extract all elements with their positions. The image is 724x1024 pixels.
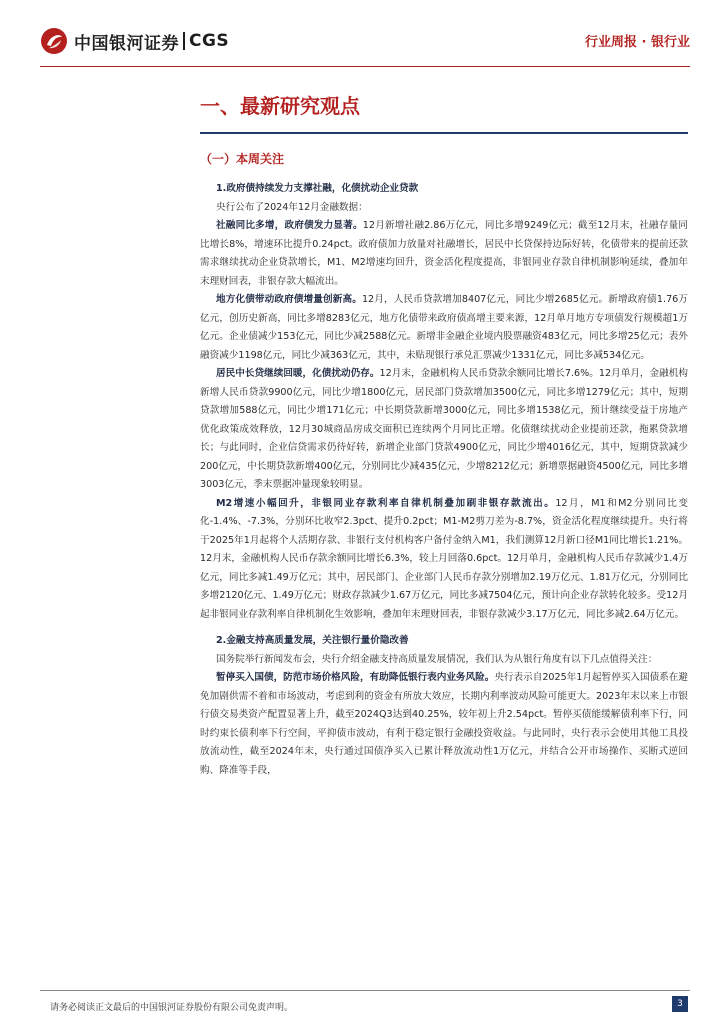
paragraph-text: 央行表示自2025年1月起暂停买入国债系在避免加剧供需不着和市场波动，考虑到利的资金有所放大效应，长期内利率波动风险可能更大。2023年末以来上市银行债交易类资产配置显著上升，截至2024Q3达到40.25%，较年初上升2.54pct。暂停买债能缓解债利率下行，同时约束长债利率下行空间，平抑债市波动，有利于稳定银行金融投资收益。与此同时，央行表示会使用其他工具投放流动性，截至2024年末，央行通过国债净买入已累计释放流动性1万亿元，并结合公开市场操作、买断式逆回购、降准等手段，	[200, 672, 689, 776]
topic2-intro: 国务院举行新闻发布会，央行介绍金融支持高质量发展情况，我们认为从银行角度有以下几点值得关注：	[216, 653, 658, 665]
section-title: 一、最新研究观点	[200, 94, 360, 118]
topic1-paragraph-2	[200, 291, 688, 365]
report-body	[200, 180, 688, 780]
paragraph-lead: M2增速小幅回升，非银同业存款利率自律机制叠加刷非银存款流出。	[216, 497, 556, 509]
logo-english-name: CGS	[189, 31, 230, 51]
paragraph-text: 12月末，金融机构人民币贷款余额同比增长7.6%。12月单月，金融机构新增人民币贷款9900亿元，同比少增1800亿元，居民部门贷款增加3500亿元，同比多增1279亿元；其中，短期贷款增加588亿元，同比少增171亿元；中长期贷款新增3000亿元，同比多增1538亿元，预计继续受益于房地产优化政策成效释放，12月30城商品房成交面积已连续两个月同比正增。化债继续扰动企业提前还款，拖累贷款增长；与此同时，企业信贷需求仍待好转，新增企业部门贷款4900亿元，同比少增4016亿元，其中，短期贷款减少200亿元，中长期贷款新增400亿元，分别同比少减435亿元，少增8212亿元；新增票据融资4500亿元，同比多增3003亿元，季末票据冲量现象较明显。	[200, 368, 688, 490]
paragraph-text: 12月新增社融2.86万亿元，同比多增9249亿元；截至12月末，社融存量同比增长8%，增速环比提升0.24pct。政府债加力放量对社融增长，居民中长贷保持边际好转，化债带来的提前还款需求继续扰动企业贷款增长，M1、M2增速均回升，资金活化程度提高，非银同业存款自律机制影响延续，叠加年末理财回表，非银存款大幅流出。	[200, 220, 688, 287]
page-number: 3	[672, 996, 688, 1012]
paragraph-text: 12月，人民币贷款增加8407亿元，同比少增2685亿元。新增政府债1.76万亿元，创历史新高，同比多增8283亿元，地方化债带来政府债高增主要来源，12月单月地方专项债发行规模超1万亿元。企业债减少153亿元，同比少减2588亿元。新增非金融企业境内股票融资483亿元，同比多增25亿元；表外融资减少1198亿元，同比少减363亿元，其中，未贴现银行承兑汇票减少1331亿元，同比多减534亿元。	[200, 294, 689, 361]
topic1-intro: 央行公布了2024年12月金融数据：	[216, 201, 368, 213]
paragraph-lead: 社融同比多增，政府债发力显著。	[216, 220, 363, 231]
section-subtitle: （一）本周关注	[200, 152, 285, 166]
paragraph-gap	[200, 624, 688, 632]
topic2-paragraph-1	[200, 669, 688, 780]
footer-divider	[40, 990, 690, 991]
paragraph-lead: 暂停买入国债，防范市场价格风险，有助降低银行表内业务风险。	[216, 672, 495, 683]
topic1-paragraph-3	[200, 365, 688, 495]
logo-separator	[183, 32, 185, 50]
brand-logo	[40, 26, 229, 56]
paragraph-lead: 居民中长贷继续回暖，化债扰动仍存。	[216, 368, 380, 379]
footer-disclaimer: 请务必阅读正文最后的中国银河证券股份有限公司免责声明。	[50, 1003, 294, 1013]
paragraph-lead: 地方化债带动政府债增量创新高。	[216, 294, 362, 305]
topic2-title: 2.金融支持高质量发展，关注银行量价隐改善	[216, 635, 409, 646]
paragraph-text: 12月，M1和M2分别同比变化-1.4%、-7.3%，分别环比收窄2.3pct、提升0.2pct；M1-M2剪刀差为-8.7%，资金活化程度继续提升。央行将于2025年1月起将个人活期存款、非银行支付机构客户备付金纳入M1，我们测算12月新口径M1同比增长1.21%。12月末，金融机构人民币存款余额同比增长6.3%，较上月回落0.6pct。12月单月，金融机构人民币存款减少1.4万亿元，同比多减1.49万亿元；其中，居民部门、企业部门人民币存款分别增加2.19万亿元、1.81万亿元，分别同比多增2120亿元、1.49万亿元；财政存款减少1.67万亿元，同比多减7504亿元，预计向企业存款转化较多。受12月起非银同业存款利率自律机制化生效影响，叠加年末理财回表，非银存款减少3.17万亿元，同比多减2.64万亿元。	[200, 497, 688, 620]
topic1-title: 1.政府债持续发力支撑社融，化债扰动企业贷款	[216, 183, 419, 194]
topic1-paragraph-4	[200, 495, 688, 625]
header-divider	[40, 66, 690, 67]
logo-chinese-name: 中国银河证券	[74, 33, 179, 54]
topic1-paragraph-1	[200, 217, 688, 291]
section-title-underline	[200, 132, 688, 134]
report-type-label: 行业周报 · 银行业	[585, 35, 690, 50]
page-header	[0, 0, 724, 80]
galaxy-logo-icon	[40, 27, 68, 55]
